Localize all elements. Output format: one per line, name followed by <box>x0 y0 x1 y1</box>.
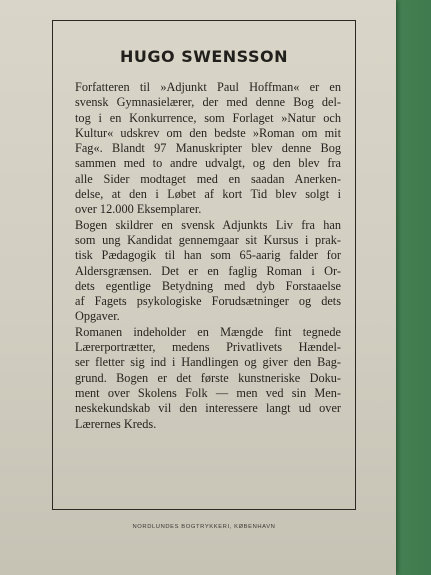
text-line: tog i en Konkurrence, som Forlaget »Natur och <box>75 110 341 125</box>
text-line: Aldersgrænsen. Det er en faglig Roman i Or- <box>75 263 341 278</box>
blurb-text <box>53 80 355 432</box>
text-line: over 12.000 Eksemplarer. <box>75 202 202 217</box>
text-line: Forfatteren til »Adjunkt Paul Hoffman« er en <box>75 80 341 94</box>
text-line: svensk Gymnasielærer, der med denne Bog del- <box>75 95 341 110</box>
author-title: HUGO SWENSSON <box>120 47 288 66</box>
text-line: Opgaver. <box>75 309 120 324</box>
text-line: Kultur« udskrev om den bedste »Roman om mit <box>75 125 341 140</box>
text-line: grund. Bogen er det første kunstneriske Doku- <box>75 370 341 385</box>
text-line: Bogen skildrer en svensk Adjunkts Liv fra han <box>75 217 341 232</box>
text-line: Lærerportrætter, medens Privatlivets Hændel- <box>75 340 341 355</box>
text-line: dets egentlige Betydning med dyb Forstaaelse <box>75 278 341 293</box>
text-line: delse, at den i Løbet af kort Tid blev solgt i <box>75 187 341 202</box>
printer-imprint: NORDLUNDES BOGTRYKKERI, KØBENHAVN <box>132 524 276 530</box>
text-line: sammen med to andre udvalgt, og den blev fra <box>75 156 341 171</box>
text-line: Romanen indeholder en Mængde fint tegnede <box>75 324 341 339</box>
text-line: ser fletter sig ind i Handlingen og giver den Bag- <box>75 355 341 370</box>
paragraph-3 <box>75 325 341 432</box>
text-frame <box>52 20 356 510</box>
text-line: tisk Pædagogik til han som 65-aarig falder for <box>75 248 341 263</box>
text-line: neskekundskab vil den interessere langt ud over <box>75 401 341 416</box>
text-line: ment over Skolens Folk — men ved sin Men- <box>75 385 341 400</box>
text-line: Lærernes Kreds. <box>75 416 157 431</box>
text-line: Fag«. Blandt 97 Manuskripter blev denne Bog <box>75 141 341 156</box>
text-line: af Fagets psykologiske Forudsætninger og dets <box>75 294 341 309</box>
paragraph-1 <box>75 80 341 218</box>
text-line: som ung Kandidat gennemgaar sit Kursus i prak- <box>75 232 341 247</box>
text-line: alle Sider modtaget med en saadan Anerken- <box>75 171 341 186</box>
paragraph-2 <box>75 218 341 325</box>
